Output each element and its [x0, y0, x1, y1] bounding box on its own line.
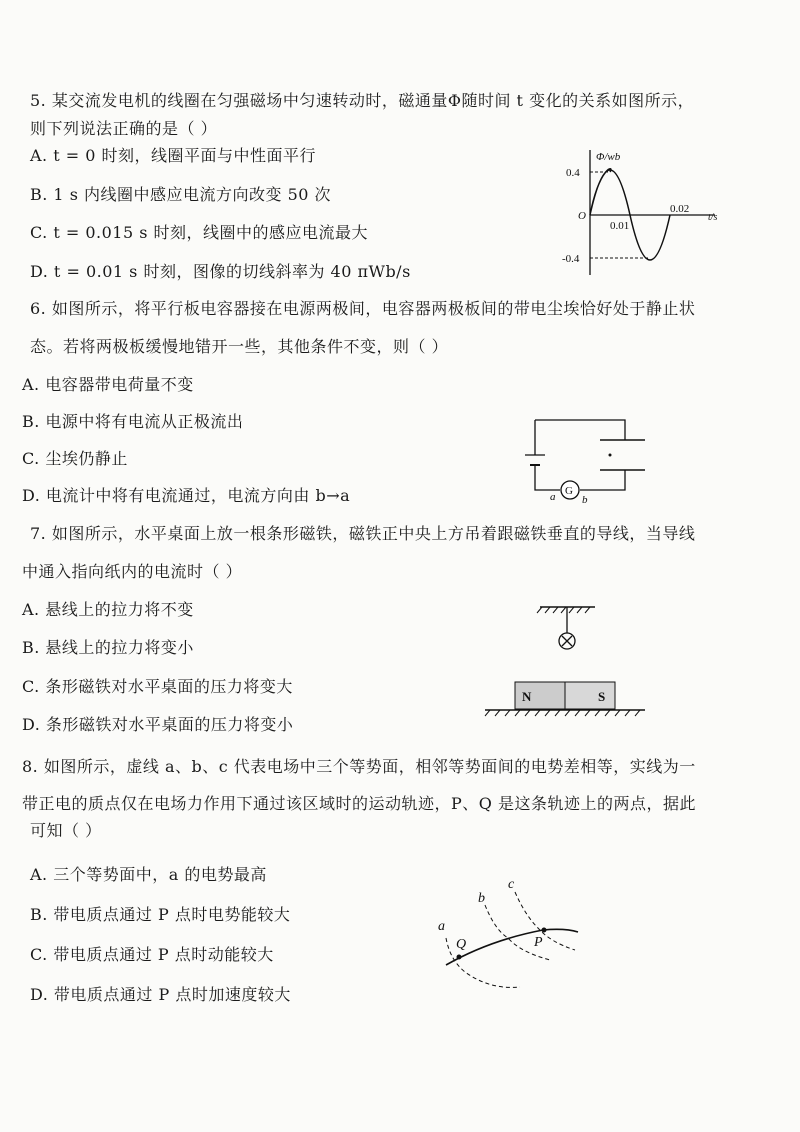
q5-option-a: A. t = 0 时刻，线圈平面与中性面平行: [30, 146, 317, 165]
q7-option-c: C. 条形磁铁对水平桌面的压力将变大: [22, 677, 293, 696]
point-q-label: Q: [456, 937, 467, 952]
origin-label: O: [578, 210, 586, 222]
equipotential-figure: [420, 860, 600, 1000]
surface-b-label: b: [478, 891, 485, 906]
q8-stem: 可知（ ）: [30, 821, 102, 840]
surface-c-label: c: [508, 877, 515, 892]
point-p-label: P: [534, 935, 543, 950]
galvanometer-label: G: [565, 485, 573, 497]
north-pole-label: N: [522, 689, 532, 704]
q7-stem: 中通入指向纸内的电流时（ ）: [22, 562, 243, 581]
point-b-label: b: [582, 494, 588, 505]
x-tick-1: 0.01: [610, 220, 630, 232]
q8-stem: 8. 如图所示，虚线 a、b、c 代表电场中三个等势面，相邻等势面间的电势差相等，实线为一: [22, 757, 696, 776]
q7-option-d: D. 条形磁铁对水平桌面的压力将变小: [22, 715, 294, 734]
q7-stem: 7. 如图所示，水平桌面上放一根条形磁铁，磁铁正中央上方吊着跟磁铁垂直的导线，当导线: [30, 524, 696, 543]
south-pole-label: S: [598, 689, 606, 704]
capacitor-circuit: [520, 410, 650, 505]
q6-option-c: C. 尘埃仍静止: [22, 449, 128, 468]
q7-option-b: B. 悬线上的拉力将变小: [22, 638, 194, 657]
magnet-wire-figure: [480, 595, 650, 720]
q5-option-d: D. t = 0.01 s 时刻，图像的切线斜率为 40 πWb/s: [30, 262, 411, 281]
q6-option-d: D. 电流计中将有电流通过，电流方向由 b→a: [22, 486, 351, 505]
x-axis-label: t/s: [708, 212, 718, 223]
q8-option-d: D. 带电质点通过 P 点时加速度较大: [30, 985, 291, 1004]
q5-option-b: B. 1 s 内线圈中感应电流方向改变 50 次: [30, 185, 332, 204]
q8-option-b: B. 带电质点通过 P 点时电势能较大: [30, 905, 291, 924]
point-a-label: a: [550, 491, 556, 503]
q7-option-a: A. 悬线上的拉力将不变: [22, 600, 194, 619]
y-tick-min: -0.4: [562, 253, 580, 265]
flux-time-graph: [560, 140, 730, 280]
q8-stem: 带正电的质点仅在电场力作用下通过该区域时的运动轨迹，P、Q 是这条轨迹上的两点，据此: [22, 794, 696, 813]
q5-stem: 则下列说法正确的是（ ）: [30, 119, 218, 138]
y-tick-max: 0.4: [566, 167, 580, 179]
q6-stem: 6. 如图所示，将平行板电容器接在电源两极间，电容器两极板间的带电尘埃恰好处于静止状: [30, 299, 696, 318]
q8-option-c: C. 带电质点通过 P 点时动能较大: [30, 945, 274, 964]
q6-stem: 态。若将两极板缓慢地错开一些，其他条件不变，则（ ）: [30, 337, 449, 356]
surface-a-label: a: [438, 919, 445, 934]
x-tick-2: 0.02: [670, 203, 690, 215]
q6-option-a: A. 电容器带电荷量不变: [22, 375, 194, 394]
q6-option-b: B. 电源中将有电流从正极流出: [22, 412, 244, 431]
y-axis-label: Φ/wb: [596, 151, 621, 163]
q5-option-c: C. t = 0.015 s 时刻，线圈中的感应电流最大: [30, 223, 369, 242]
q5-stem: 5. 某交流发电机的线圈在匀强磁场中匀速转动时，磁通量Φ随时间 t 变化的关系如图所示，: [30, 91, 695, 110]
q8-option-a: A. 三个等势面中，a 的电势最高: [30, 865, 267, 884]
